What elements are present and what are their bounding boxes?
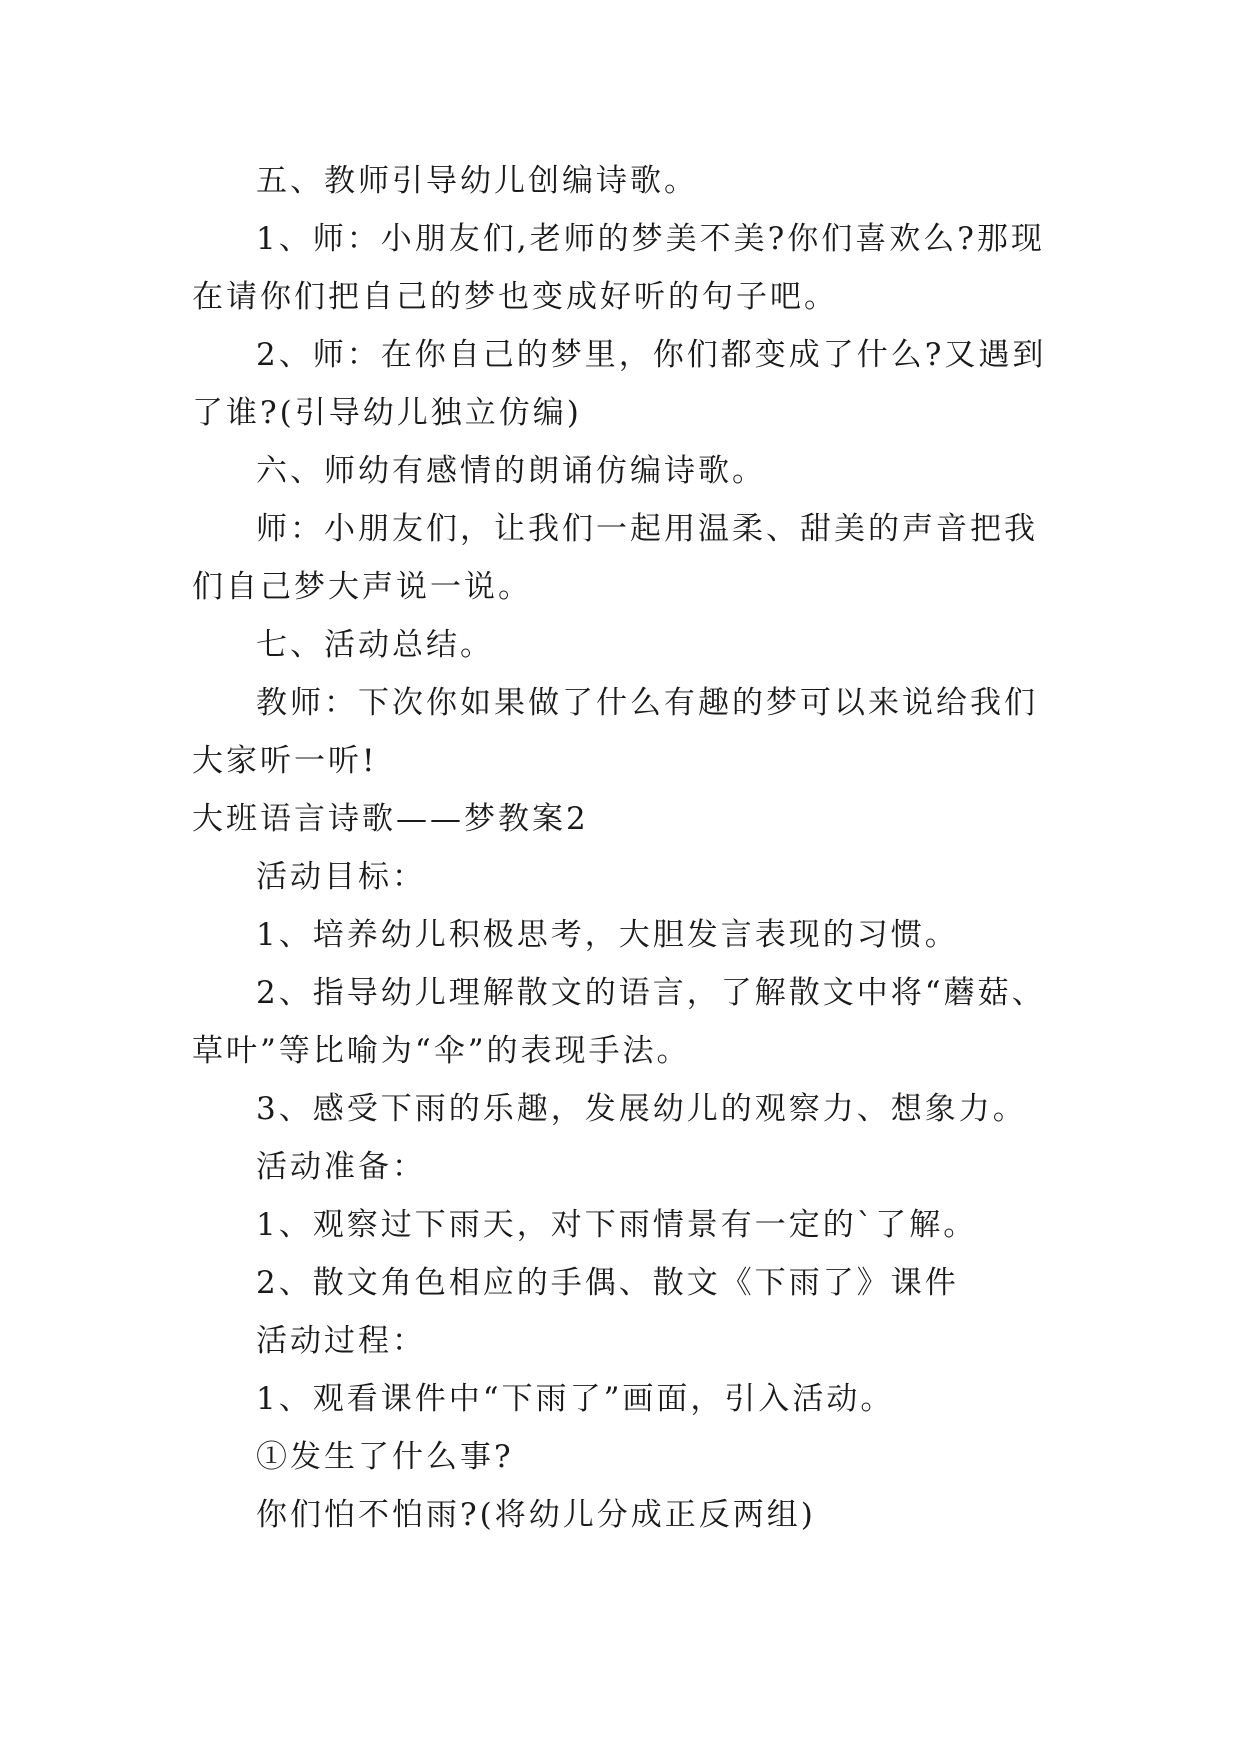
paragraph-prep-2: 2、散文角色相应的手偶、散文《下雨了》课件 — [256, 1265, 959, 1301]
paragraph-goal-1: 1、培养幼儿积极思考，大胆发言表现的习惯。 — [256, 917, 959, 953]
paragraph-item-2: 2、师：在你自己的梦里，你们都变成了什么?又遇到了谁?(引导幼儿独立仿编) — [192, 337, 1047, 431]
lesson-plan-title: 大班语言诗歌——梦教案2 — [192, 801, 589, 837]
paragraph-activity-prep: 活动准备： — [256, 1149, 426, 1185]
paragraph-goal-3: 3、感受下雨的乐趣，发展幼儿的观察力、想象力。 — [256, 1091, 1027, 1127]
paragraph-item-1: 1、师：小朋友们,老师的梦美不美?你们喜欢么?那现在请你们把自己的梦也变成好听的句子吧。 — [192, 221, 1045, 315]
paragraph-teacher-closing: 教师：下次你如果做了什么有趣的梦可以来说给我们大家听一听! — [192, 685, 1038, 779]
paragraph-section-six: 六、师幼有感情的朗诵仿编诗歌。 — [256, 453, 766, 489]
document-body — [192, 152, 1052, 1544]
paragraph-section-seven: 七、活动总结。 — [256, 627, 494, 663]
paragraph-goal-2: 2、指导幼儿理解散文的语言，了解散文中将“蘑菇、草叶”等比喻为“伞”的表现手法。 — [192, 975, 1046, 1069]
paragraph-question-2: 你们怕不怕雨?(将幼儿分成正反两组) — [256, 1497, 816, 1533]
paragraph-process-1: 1、观看课件中“下雨了”画面，引入活动。 — [256, 1381, 895, 1417]
paragraph-prep-1: 1、观察过下雨天，对下雨情景有一定的`了解。 — [256, 1207, 978, 1243]
paragraph-activity-process: 活动过程： — [256, 1323, 426, 1359]
paragraph-section-five: 五、教师引导幼儿创编诗歌。 — [256, 163, 698, 199]
paragraph-question-1: ①发生了什么事? — [256, 1439, 514, 1475]
paragraph-teacher-recite: 师：小朋友们，让我们一起用温柔、甜美的声音把我们自己梦大声说一说。 — [192, 511, 1038, 605]
paragraph-activity-goals: 活动目标： — [256, 859, 426, 895]
